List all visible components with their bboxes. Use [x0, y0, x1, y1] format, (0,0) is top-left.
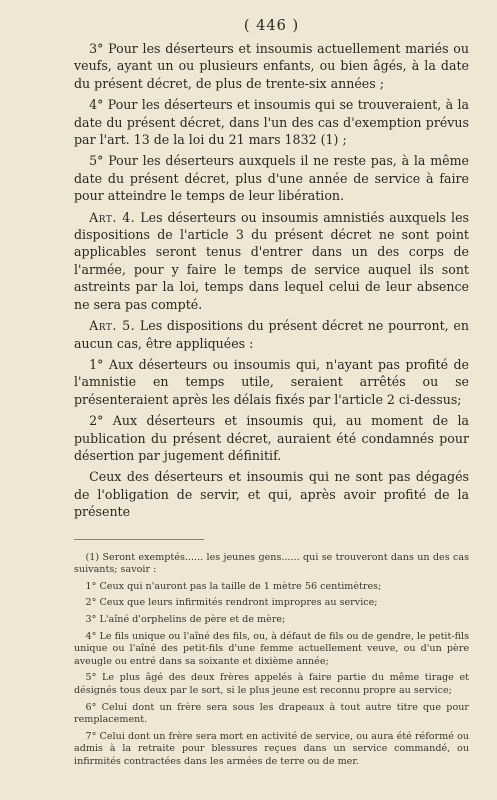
article-5-item-1: 1° Aux déserteurs ou insoumis qui, n'ayant pas profité de l'amnistie en temps utile, seraient arrêtés ou se présenteraient après les délais fixés par l'article 2 ci-dessus;	[74, 356, 469, 407]
closing-paragraph: Ceux des déserteurs et insoumis qui ne sont pas dégagés de l'obligation de servir, et qui, après avoir profité de la présente	[74, 469, 469, 520]
footnote-intro: (1) Seront exemptés...... les jeunes gens...... qui se trouveront dans un des cas suivants; savoir :	[74, 551, 469, 576]
article-4-text: Les déserteurs ou insoumis amnistiés auxquels les dispositions de l'article 3 du présent décret ne sont point applicables seront tenus d'entrer dans un des corps de l'armée, pour y faire le temps de service auquel ils sont astreints par la loi, temps dans lequel celui de leur absence ne sera pas compté.	[74, 209, 469, 312]
article-5-label: Art. 5.	[89, 318, 136, 334]
footnotes	[74, 552, 469, 769]
footnote-item: 4° Le fils unique ou l'aîné des fils, ou, à défaut de fils ou de gendre, le petit-fils unique ou l'aîné des petit-fils d'une femme actuellement veuve, ou d'un père aveugle ou entré dans sa soixante et dixième année;	[74, 630, 469, 667]
footnote-item: 6° Celui dont un frère sera sous les drapeaux à tout autre titre que pour remplacement.	[74, 701, 469, 726]
article-5	[74, 317, 469, 352]
footnote-divider	[74, 539, 204, 540]
footnote-item: 1° Ceux qui n'auront pas la taille de 1 mètre 56 centimètres;	[85, 580, 382, 592]
footnote-item: 7° Celui dont un frère sera mort en activité de service, ou aura été réformé ou admis à la retraite pour blessures reçues dans un service commandé, ou infirmités contractées dans les armées de terre ou de mer.	[74, 730, 469, 767]
page-number: ( 446 )	[243, 18, 300, 34]
article-5-item-2: 2° Aux déserteurs et insoumis qui, au moment de la publication du présent décret, auraient été condamnés pour désertion par jugement définitif.	[74, 413, 469, 463]
footnote-item: 3° L'aîné d'orphelins de père et de mère;	[85, 613, 286, 625]
footnote-item: 5° Le plus âgé des deux frères appelés à faire partie du même tirage et désignés tous deux par le sort, si le plus jeune est reconnu propre au service;	[74, 672, 469, 696]
main-text	[74, 40, 469, 521]
footnote-item: 2° Ceux que leurs infirmités rendront impropres au service;	[85, 597, 378, 609]
paragraph-4: 4° Pour les déserteurs et insoumis qui se trouveraient, à la date du présent décret, dans l'un des cas d'exemption prévus par l'art. 13 de la loi du 21 mars 1832 (1) ;	[74, 97, 469, 148]
article-4-label: Art. 4.	[89, 209, 136, 225]
paragraph-3: 3° Pour les déserteurs et insoumis actuellement mariés ou veufs, ayant un ou plusieurs enfants, ou bien âgés, à la date du présent décret, de plus de trente-six années ;	[74, 41, 469, 91]
article-5-text: Les dispositions du présent décret ne pourront, en aucun cas, être appliquées :	[74, 318, 469, 351]
paragraph-5: 5° Pour les déserteurs auxquels il ne reste pas, à la même date du présent décret, plus d'une année de service à faire pour atteindre le temps de leur libération.	[74, 153, 469, 204]
article-4	[74, 209, 469, 313]
